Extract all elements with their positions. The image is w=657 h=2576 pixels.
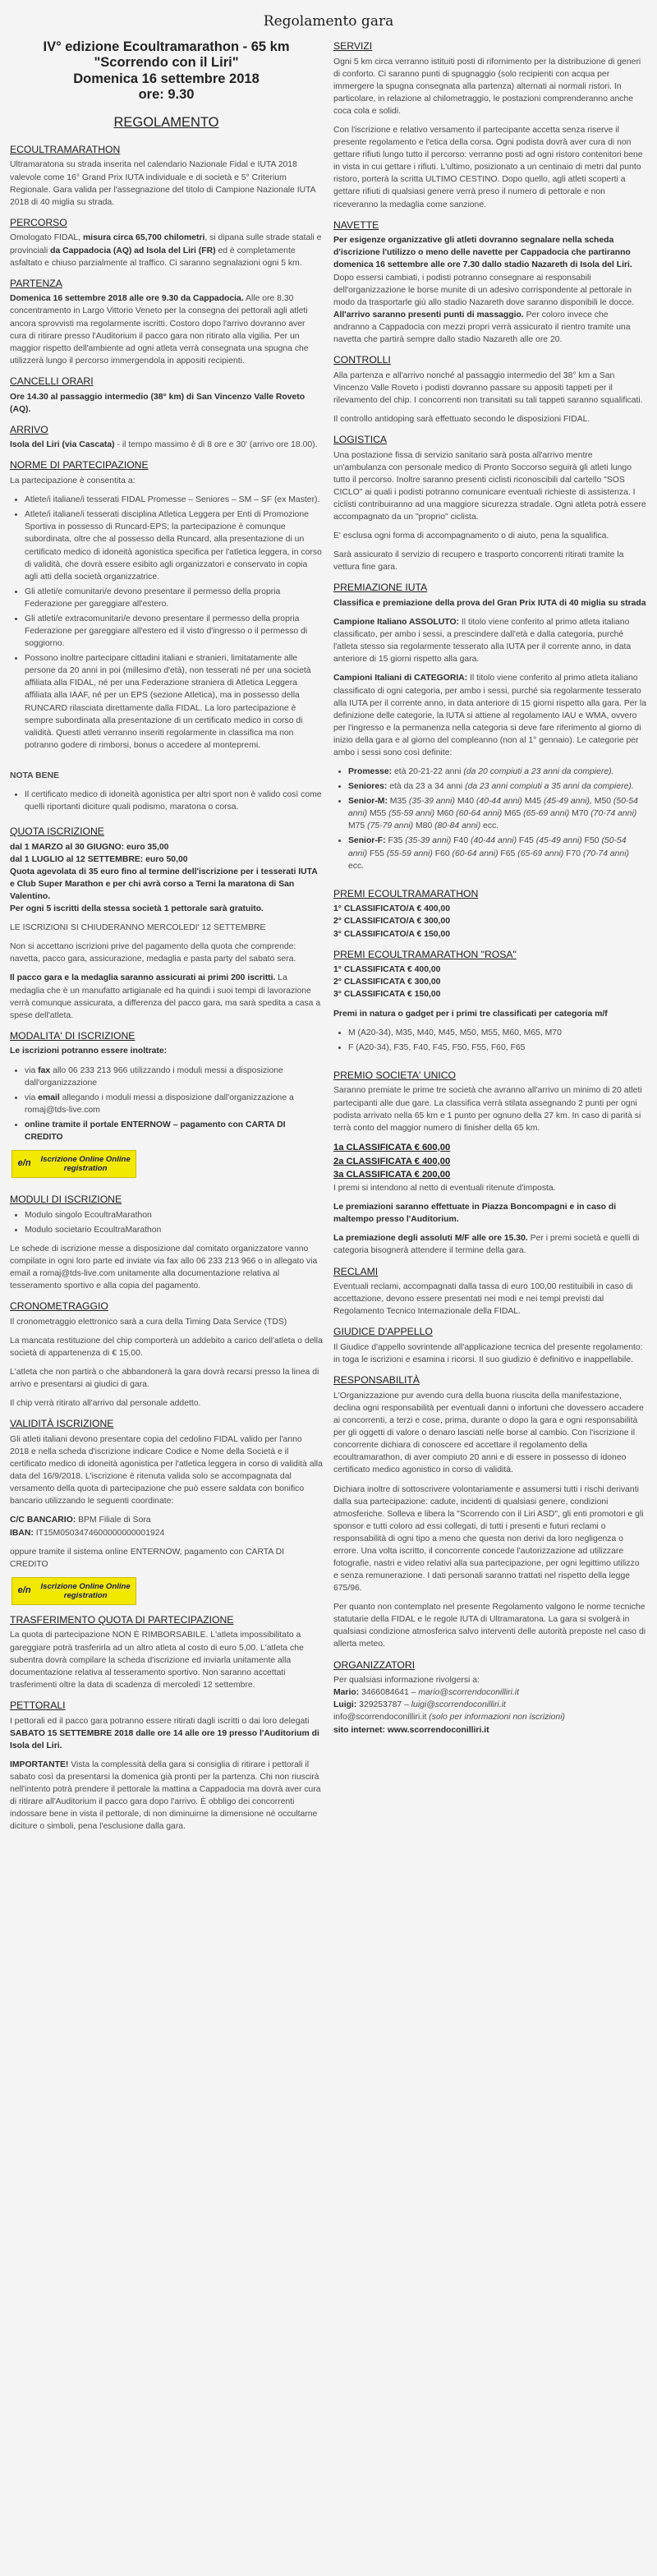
iuta-subheading: Classifica e premiazione della prova del Gran Prix IUTA di 40 miglia su strada [333, 599, 646, 609]
percorso-heading: PERCORSO [10, 216, 67, 228]
enternow-icon: e/n [17, 1158, 31, 1169]
premiazioni-orario: La premiazione degli assoluti M/F alle ore 15.30. Per i premi società e quelli di categoria bisognerà attendere il termine della gara. [333, 1234, 640, 1256]
modulo-societario-link[interactable]: • Modulo societario EcoultraMarathon [25, 1224, 323, 1236]
moduli-heading: MODULI DI ISCRIZIONE [10, 1193, 122, 1205]
arrivo-text: Isola del Liri (via Cascata) - il tempo massimo è di 8 ore e 30' (arrivo ore 18.00). [10, 440, 318, 450]
campione-categoria-text: Campioni Italiani di CATEGORIA: Il titolo viene conferito al primo atleta italiano classificato di ogni categoria, per ambo i sessi, purché sia regolarmente tesserato alla IUTA per il corrente anno, in data anteriore di 15 giorni rispetto alla gara. Per la definizione delle categorie, la IUTA si attiene al regolamento IAU e WMA, ovvero per l'ingresso e la permanenza nella categoria si deve fare riferimento al giorno di inizio della gara e al giorno del compleanno (non al 1° gennaio). Le categorie per ambo i sessi sono così definite: [333, 674, 646, 757]
event-time: ore: 9.30 [138, 87, 195, 103]
logistica-text-1: Una postazione fissa di servizio sanitario sarà posta all'arrivo mentre un'ambulanza con personale medico di Pronto Soccorso seguirà gli atleti lungo tutto il percorso. Inoltre saranno presenti ciclisti riconoscibili dal cartello "SOS CICLO" ai quali i podisti potranno comunicare eventuali richieste di assistenza. I ciclisti contribuiranno ad una maggiore sicurezza stradale. Ogni atleta potrà essere accompagnato da un "proprio" ciclista. [333, 450, 646, 522]
modulo-singolo-link[interactable]: • Modulo singolo EcoultraMarathon [25, 1209, 323, 1221]
reclami-text: Eventuali reclami, accompagnati dalla tassa di euro 100,00 restituibili in caso di accettazione, devono essere presentati nei modi e nei tempi previsti dal Regolamento Tecnico Internazionale della FIDAL. [333, 1282, 633, 1317]
event-header [10, 39, 323, 104]
organizzatori-heading: ORGANIZZATORI [333, 1658, 416, 1671]
nota-list [25, 789, 323, 813]
pettorali-text: I pettorali ed il pacco gara potranno essere ritirati dagli iscritti o dai loro delegati SABATO 15 SETTEMBRE 2018 dalle ore 14 alle ore 19 presso l'Auditorium di Isola del Liri. [10, 1716, 319, 1750]
modalita-intro: Le iscrizioni potranno essere inoltrate: [10, 1046, 168, 1056]
mario-email-link[interactable]: mario@scorrendoconilliri.it [418, 1688, 519, 1698]
controlli-heading: CONTROLLI [333, 354, 391, 366]
crono-text-4: Il chip verrà ritirato all'arrivo dal personale addetto. [10, 1399, 201, 1409]
partenza-heading: PARTENZA [10, 277, 62, 289]
crono-text-2: La mancata restituzione del chip comporterà un addebito a carico dell'atleta o della società di appartenenza di € 15,00. [10, 1336, 323, 1358]
list-item: • Atlete/i italiane/i tesserati FIDAL Promesse – Seniores – SM – SF (ex Master). [25, 494, 323, 506]
page-title: Regolamento gara [263, 13, 394, 30]
list-item: • via fax allo 06 233 213 966 utilizzando i moduli messi a disposizione dall'organizzazione [25, 1065, 323, 1089]
logistica-text-3: Sarà assicurato il servizio di recupero e trasporto concorrenti ritirati tramite la vettura fine gara. [333, 550, 624, 573]
list-item: • online tramite il portale ENTERNOW – pagamento con CARTA DI CREDITO [25, 1119, 323, 1143]
quota-text: dal 1 MARZO al 30 GIUGNO: euro 35,00 dal 1 LUGLIO al 12 SETTEMBRE: euro 50,00 Quota agevolata di 35 euro fino al termine dell'iscrizione per i tesserati IUTA e Club Super Marathon e per chi avrà corso a Terni la maratona di San Valentino. Per ogni 5 iscritti della stessa società 1 pettorale sarà gratuito. [10, 842, 318, 914]
list-item: • M (A20-34), M35, M40, M45, M50, M55, M60, M65, M70 [348, 1027, 646, 1039]
eco-text: Ultramaratona su strada inserita nel calendario Nazionale Fidal e IUTA 2018 valevole come 16° Grand Prix IUTA individuale e di società e 5° Criterium Regionale. Gara valida per l'assegnazione del titolo di Campione Nazionale IUTA 2018 di 40 miglia su strada. [10, 160, 316, 207]
moduli-list [25, 1209, 323, 1236]
norme-list [25, 494, 323, 752]
list-item: • Possono inoltre partecipare cittadini italiani e stranieri, limitatamente alle persone da 20 anni in poi (millesimo d'età), non tesserati né per una società affiliata alla FIDAL, né per una Federazione straniera di Atletica Leggera affiliata alla IAAF, né per un EPS (sezione Atletica), ma in possesso della RUNCARD rilasciata direttamente dalla FIDAL. La loro partecipazione è sempre subordinata alla presentazione di un certificato medico in corso di validità. Questi atleti verranno inseriti regolarmente in classifica ma non potranno godere di rimborsi, bonus o accedere al montepremi. [25, 652, 323, 752]
moduli-text: Le schede di iscrizione messe a disposizione dal comitato organizzatore vanno compilate in ogni loro parte ed inviate via fax allo 06 233 213 966 o in allegato via email a romaj@tds-live.com unitamente alla documentazione relativa al tesseramento sportivo e alla copia del pagamento. [10, 1244, 318, 1291]
controlli-text-2: Il controllo antidoping sarà effettuato secondo le disposizioni FIDAL. [333, 414, 590, 424]
logistica-heading: LOGISTICA [333, 434, 388, 446]
giudice-heading: GIUDICE D'APPELLO [333, 1326, 433, 1338]
premi-rosa-heading: PREMI ECOULTRAMARATHON "ROSA" [333, 948, 517, 960]
crono-text-1: Il cronometraggio elettronico sarà a cura della Timing Data Service (TDS) [10, 1317, 287, 1327]
cancelli-text: Ore 14.30 al passaggio intermedio (38° km) di San Vincenzo Valle Roveto (AQ). [10, 392, 306, 414]
norme-heading: NORME DI PARTECIPAZIONE [10, 459, 149, 472]
partenza-text: Domenica 16 settembre 2018 alle ore 9.30 da Cappadocia. Alle ore 8.30 concentramento in Largo Vittorio Veneto per la consegna dei pettorali agli atleti ancora sprovvisti ma regolarmente iscritti. Costoro dopo l'arrivo dovranno aver cura di ritirare presso l'Auditorium il pacco gara non ritirato alla vigilia. Per un maggior rispetto dell'ambiente ad ogni atleta verrà consegnata una spugna che utilizzerà lungo il percorso immergendola in appositi recipienti. [10, 294, 309, 366]
validita-text: Gli atleti italiani devono presentare copia del cedolino FIDAL valido per l'anno 2018 e nella scheda d'iscrizione indicare Codice e Nome della Società e il certificato medico di idoneità agonistica per l'atletica leggera in corso di validità alla data del 16/9/2018. L'iscrizione è ritenuta valida solo se accompagnata dal versamento della quota di partecipazione che può essere saldata con bonifico bancario utilizzando le seguenti coordinate: [10, 1434, 323, 1506]
navette-text: Per esigenze organizzative gli atleti dovranno segnalare nella scheda d'iscrizione l'utilizzo o meno delle navette per Cappadocia che partiranno domenica 16 settembre alle ore 7.30 dallo stadio Nazareth di Isola del Liri. Dopo essersi cambiati, i podisti potranno consegnare ai responsabili dell'organizzazione le borse munite di un adesivo corrispondente al pettorale in modo da trasportarle giù allo stadio Nazareth dove saranno disponibili le docce. All'arrivo saranno presenti punti di massaggio. Per coloro invece che andranno a Cappadocia con mezzi propri verrà assicurato il rientro tramite una navetta che partirà sempre dallo stadio Nazareth alle ore 20. [333, 236, 635, 344]
organizzatori-text: Per qualsiasi informazione rivolgersi a: Mario: 3466084641 – mario@scorrendoconilliri.it Luigi: 329253787 – luigi@scorrendoconilliri.it info@scorrendoconilliri.it (solo per informazioni non iscrizioni) sito internet: www.scorrendoconilliri.it [333, 1676, 565, 1735]
online-registration-button[interactable] [11, 1577, 136, 1605]
validita-heading: VALIDITÀ ISCRIZIONE [10, 1418, 114, 1430]
list-item: • Senior-M: M35 (35-39 anni) M40 (40-44 anni) M45 (45-49 anni), M50 (50-54 anni) M55 (55-59 anni) M60 (60-64 anni) M65 (65-69 anni) M70 (70-74 anni) M75 (75-79 anni) M80 (80-84 anni) ecc. [348, 795, 646, 832]
premio-societa-note: I premi si intendono al netto di eventuali ritenute d'imposta. [333, 1184, 556, 1194]
list-item: 1a CLASSIFICATA € 600,00 [333, 1142, 451, 1152]
left-column [10, 39, 323, 1839]
quota-heading: QUOTA ISCRIZIONE [10, 826, 104, 838]
reclami-heading: RECLAMI [333, 1265, 379, 1277]
iuta-heading: PREMIAZIONE IUTA [333, 582, 428, 594]
modalita-heading: MODALITA' DI ISCRIZIONE [10, 1029, 136, 1042]
chiusura-text: LE ISCRIZIONI SI CHIUDERANNO MERCOLEDI' 12 SETTEMBRE [10, 923, 266, 933]
list-item: • Gli atleti/e extracomunitari/e devono presentare il permesso della propria Federazione per gareggiare all'estero ed il visto d'ingresso o il permesso di soggiorno. [25, 613, 323, 650]
categorie-list [348, 766, 646, 872]
premi-natura-list [348, 1027, 646, 1054]
regolamento-heading: REGOLAMENTO [113, 114, 219, 130]
enternow-text: oppure tramite il sistema online ENTERNOW, pagamento con CARTA DI CREDITO [10, 1547, 284, 1569]
event-date: Domenica 16 settembre 2018 [73, 71, 260, 86]
premio-societa-text: Saranno premiate le prime tre società che avranno all'arrivo un minimo di 20 atleti partecipanti alle due gare. La classifica verrà stilata assegnando 2 punti per ogni podista arrivato nella 65 km e 1 punto per ognuno della 27 km. In caso di parità si terrà conto del maggior numero di finisher della 65 km. [333, 1086, 642, 1133]
bank-details: C/C BANCARIO: BPM Filiale di Sora IBAN: IT15M0503474600000000001924 [10, 1516, 165, 1538]
cancelli-heading: CANCELLI ORARI [10, 375, 94, 387]
chiusura-note: Non si accettano iscrizioni prive del pagamento della quota che comprende: navetta, pacco gara, assicurazione, medaglia e pasta party del sabato sera. [10, 942, 296, 964]
responsabilita-text-1: L'Organizzazione pur avendo cura della buona riuscita della manifestazione, declina ogni responsabilità per eventuali danni o infortuni che dovessero accadere ai concorrenti, a terzi e cose, prima, durante o dopo la gara e ogni responsabilità per gli oggetti di valore o denaro lasciati nelle borse al cambio. Con l'iscrizione il concorrente dichiara di conoscere ed accettare il regolamento della ecoultramarathon, di aver compiuto 20 anni e di essere in possesso di idoneo certificato medico agonistico in corso di validità. [333, 1391, 644, 1475]
trasferimento-text: La quota di partecipazione NON È RIMBORSABILE. L'atleta impossibilitato a gareggiare potrà trasferirla ad un altro atleta al costo di euro 5,00. L'atleta che subentra dovrà compilare la scheda d'iscrizione ed inviarla unitamente alla documentazione relativa al tesseramento sportivo. Non saranno accettati trasferimenti oltre la data di scadenza di mercoledì 12 settembre. [10, 1631, 304, 1690]
trasferimento-heading: TRASFERIMENTO QUOTA DI PARTECIPAZIONE [10, 1613, 234, 1626]
importante-text: IMPORTANTE! Vista la complessità della gara si consiglia di ritirare i pettorali il sabato così da presentarsi la domenica già pronti per la partenza. Chi non riuscirà nell'intento potrà prendere il pettorale la mattina a Cappadocia ma dovrà aver cura di ritirare all'Auditorium il pacco gara dopo l'arrivo. È obbligo dei concorrenti indossare bene in vista il pettorale, di non diminuirne la dimensione né occultarne diciture o simboli, pena l'esclusione dalla gara. [10, 1760, 321, 1832]
website-link[interactable]: www.scorrendoconilliri.it [384, 1725, 489, 1735]
list-item: • Gli atleti/e comunitari/e devono presentare il permesso della propria Federazione per gareggiare all'estero. [25, 586, 323, 610]
responsabilita-text-2: Dichiara inoltre di sottoscrivere volontariamente e assumersi tutti i rischi derivanti dalla sua partecipazione: cadute, incidenti di qualsiasi genere, condizioni atmosferiche. Solleva e libera la "Scorrendo con il Liri ASD", gli enti promotori e gli sponsor e tutti coloro ad essi collegati, di tutti i presenti e futuri reclami o responsabilità di ogni tipo a meno che questa non derivi da loro negligenza o errore. Una volta iscritto, il concorrente concede l'autorizzazione ad utilizzare fotografie, nastri e video relativi alla sua partecipazione, per ogni legittimo utilizzo e senza remunerazione. I dati personali saranno trattati nel rispetto della legge 675/96. [333, 1484, 644, 1594]
crono-text-3: L'atleta che non partirà o che abbandonerà la gara dovrà recarsi presso la linea di arrivo e presentarsi ai giudici di gara. [10, 1368, 319, 1390]
premi-natura-text: Premi in natura o gadget per i primi tre classificati per categoria m/f [333, 1009, 608, 1019]
crono-heading: CRONOMETRAGGIO [10, 1300, 108, 1313]
premi-list: 1° CLASSIFICATO/A € 400,00 2° CLASSIFICATO/A € 300,00 3° CLASSIFICATO/A € 150,00 [333, 904, 450, 939]
modalita-list [25, 1065, 323, 1143]
online-registration-button[interactable] [11, 1150, 136, 1178]
responsabilita-heading: RESPONSABILITÀ [333, 1374, 420, 1387]
luigi-email-link[interactable]: luigi@scorrendoconilliri.it [411, 1700, 506, 1710]
list-item: • Seniores: età da 23 a 34 anni (da 23 anni compiuti a 35 anni da compiere). [348, 780, 646, 793]
list-item: • Senior-F: F35 (35-39 anni) F40 (40-44 anni) F45 (45-49 anni) F50 (50-54 anni) F55 (55-59 anni) F60 (60-64 anni) F65 (65-69 anni) F70 (70-74 anni) ecc. [348, 835, 646, 872]
event-name: "Scorrendo con il Liri" [94, 55, 239, 71]
premio-societa-list [333, 1141, 646, 1182]
info-email-link[interactable]: info@scorrendoconilliri.it [333, 1713, 430, 1723]
list-item: • Atlete/i italiane/i tesserati disciplina Atletica Leggera per Enti di Promozione Sportiva in possesso di Runcard-EPS; la partecipazione è comunque subordinata, oltre che al possesso della Runcard, alla presentazione di un certificato medico di idoneità agonistica specifica per l'atletica leggera, in corso di validità, che dovrà essere esibito agli organizzatori e conservato in copia agli atti della società organizzatrice. [25, 508, 323, 582]
giudice-text: Il Giudice d'appello sovrintende all'applicazione tecnica del presente regolamento: in toga le iscrizioni e esamina i ricorsi. Il suo giudizio è definitivo e inappellabile. [333, 1343, 643, 1365]
navette-heading: NAVETTE [333, 218, 379, 231]
campione-assoluto-text: Campione Italiano ASSOLUTO: Il titolo viene conferito al primo atleta italiano classificato, per ambo i sessi, a prescindere dall'età e dalla categoria, purché l'atleta stesso sia regolarmente tesserato alla IUTA per il corrente anno, in data anteriore di 15 giorni rispetto alla gara. [333, 618, 632, 665]
enternow-icon: e/n [17, 1585, 31, 1595]
premio-societa-heading: PREMIO SOCIETA' UNICO [333, 1069, 457, 1081]
right-column [333, 39, 646, 1839]
event-edition: IV° edizione Ecoultramarathon - 65 km [43, 39, 290, 54]
pettorali-heading: PETTORALI [10, 1699, 66, 1711]
online-registration-label: Iscrizione Online Online registration [40, 1154, 131, 1173]
nota-heading: NOTA BENE [10, 770, 60, 780]
eco-heading: ECOULTRAMARATHON [10, 143, 121, 155]
servizi-heading: SERVIZI [333, 40, 373, 52]
servizi-text-1: Ogni 5 km circa verranno istituiti posti di rifornimento per la distribuzione di generi di conforto. Ci saranno punti di spugnaggio (solo recipienti con acqua per immergere la spugna consegnata alla partenza) alternati ai normali ristori. In particolare, in relazione al chilometraggio, le postazioni comprenderanno anche coca cola e solidi. [333, 57, 641, 116]
list-item: 3a CLASSIFICATA € 200,00 [333, 1170, 451, 1180]
list-item: • via email allegando i moduli messi a disposizione dall'organizzazione a romaj@tds-live.com [25, 1092, 323, 1116]
list-item: • F (A20-34), F35, F40, F45, F50, F55, F60, F65 [348, 1042, 646, 1054]
norme-intro: La partecipazione è consentita a: [10, 476, 136, 486]
responsabilita-text-3: Per quanto non contemplato nel presente Regolamento valgono le norme tecniche statutarie della FIDAL e le regole IUTA di Ultramaratona. La gara si svolgerà in qualsiasi condizione atmosferica salvo interventi delle autorità preposte nel caso di allerta meteo. [333, 1603, 646, 1649]
list-item: • Promesse: età 20-21-22 anni (da 20 compiuti a 23 anni da compiere). [348, 766, 646, 778]
online-registration-label: Iscrizione Online Online registration [40, 1581, 131, 1600]
percorso-text: Omologato FIDAL, misura circa 65,700 chilometri, si dipana sulle strade statali e provinciali da Cappadocia (AQ) ad Isola del Liri (FR) ed è completamente asfaltato e chiuso parzialmente al traffico. Ci saranno segnalazioni ogni 5 km. [10, 233, 322, 268]
premi-rosa-list: 1° CLASSIFICATA € 400,00 2° CLASSIFICATA € 300,00 3° CLASSIFICATA € 150,00 [333, 965, 441, 1000]
controlli-text-1: Alla partenza e all'arrivo nonché al passaggio intermedio del 38° km a San Vincenzo Valle Roveto i podisti dovranno passare su appositi tappeti per il rilevamento del chip. I concorrenti non transitati su tali tappeti saranno squalificati. [333, 370, 643, 405]
logistica-text-2: E' esclusa ogni forma di accompagnamento o di aiuto, pena la squalifica. [333, 531, 609, 541]
list-item: • Il certificato medico di idoneità agonistica per altri sport non è valido così come quelli riportanti diciture quali podismo, maratona o corsa. [25, 789, 323, 813]
servizi-text-2: Con l'iscrizione e relativo versamento il partecipante accetta senza riserve il presente regolamento e l'etica della corsa. Ogni podista dovrà aver cura di non gettare rifiuti lungo tutto il percorso: verranno posti ad ogni ristoro contenitori bene in vista in cui gettare i rifiuti. L'ultimo, posizionato a un centinaio di metri dal punto ristoro, porterà la scritta ULTIMO CESTINO. Dopo quello, agli atleti scoperti a gettare rifiuti di qualsiasi genere verrà preso il numero di pettorale e non riceveranno la medaglia come sanzione. [333, 126, 643, 209]
list-item: 2a CLASSIFICATA € 400,00 [333, 1156, 451, 1166]
premi-heading: PREMI ECOULTRAMARATHON [333, 887, 479, 899]
premiazioni-luogo: Le premiazioni saranno effettuate in Piazza Boncompagni e in caso di maltempo presso l'Auditorium. [333, 1203, 617, 1225]
pacco-text: Il pacco gara e la medaglia saranno assicurati ai primi 200 iscritti. La medaglia che è un manufatto artigianale ed ha quindi i suoi tempi di lavorazione verrà comunque assicurata, a differenza del pacco gara, ma sarà spedita a casa a spese dell'atleta. [10, 973, 321, 1020]
arrivo-heading: ARRIVO [10, 423, 48, 435]
